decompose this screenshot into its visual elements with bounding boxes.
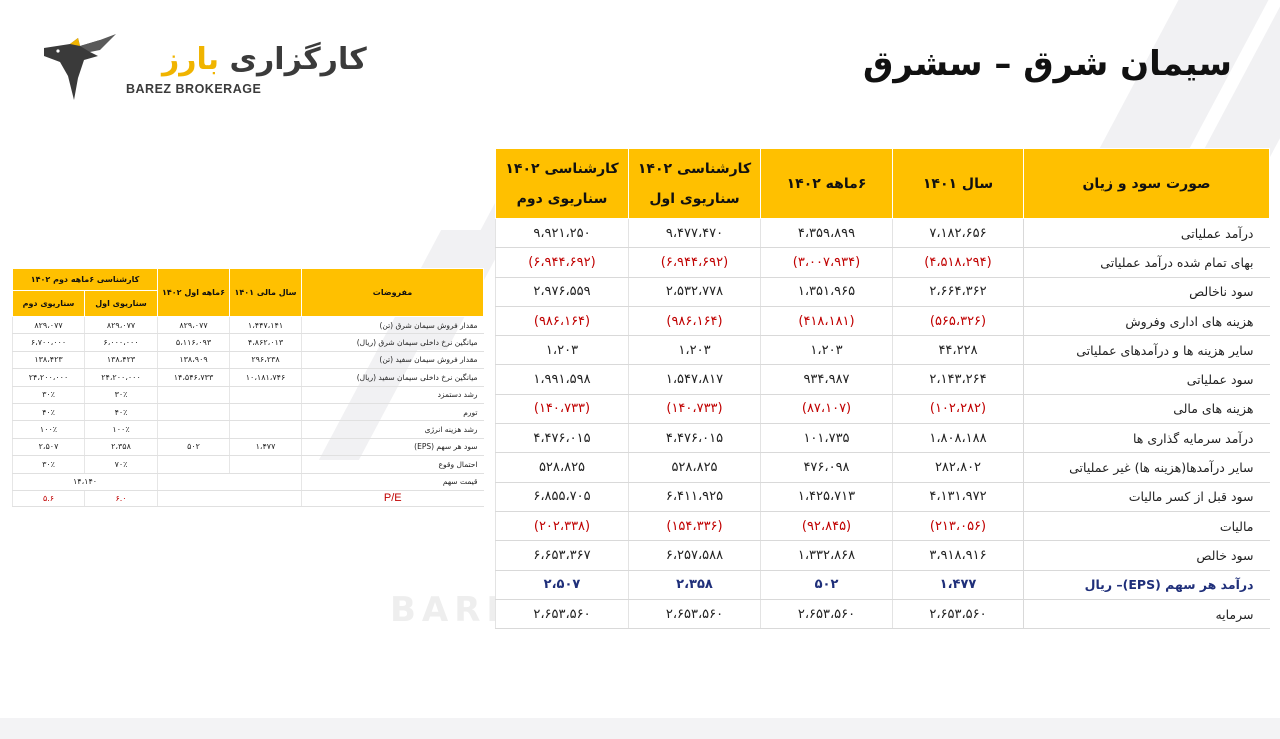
table-row xyxy=(496,336,1270,365)
table-row xyxy=(496,248,1270,277)
table-cell: (۹۲،۸۴۵) xyxy=(761,511,893,540)
table-cell: ۲،۹۷۶،۵۵۹ xyxy=(496,277,629,306)
row-label: سایر درآمدها(هزینه ها) غیر عملیاتی xyxy=(1024,453,1270,482)
row-label: تورم xyxy=(302,403,484,420)
table-cell: ۱،۵۴۷،۸۱۷ xyxy=(629,365,761,394)
table-cell: ۲،۳۵۸ xyxy=(85,438,158,455)
table-cell: ۱،۳۳۲،۸۶۸ xyxy=(761,541,893,570)
table-cell: ۶،۴۱۱،۹۲۵ xyxy=(629,482,761,511)
table-row xyxy=(496,306,1270,335)
row-label: هزینه های مالی xyxy=(1024,394,1270,423)
table-cell: (۲۱۳،۰۵۶) xyxy=(893,511,1024,540)
header-scenario-2: سناریوی دوم xyxy=(13,291,85,317)
table-cell: (۳،۰۰۷،۹۳۴) xyxy=(761,248,893,277)
table-cell xyxy=(158,386,230,403)
table-cell: ۲،۶۵۳،۵۶۰ xyxy=(893,599,1024,628)
logo-text-persian: کارگزاری بارز xyxy=(162,42,367,77)
table-cell: (۹۸۶،۱۶۴) xyxy=(496,306,629,335)
table-row xyxy=(496,541,1270,570)
table-cell: ۶،۲۵۷،۵۸۸ xyxy=(629,541,761,570)
table-cell: ۱۳۸،۴۲۳ xyxy=(13,351,85,368)
header-scenario-2: کارشناسی ۱۴۰۲ سناریوی دوم xyxy=(496,149,629,219)
row-label: مقدار فروش سیمان سفید (تن) xyxy=(302,351,484,368)
table-cell: ۲،۵۳۲،۷۷۸ xyxy=(629,277,761,306)
table-cell: ۴۰٪ xyxy=(85,403,158,420)
table-row xyxy=(496,277,1270,306)
table-cell: (۶،۹۴۴،۶۹۲) xyxy=(629,248,761,277)
eagle-logo-icon xyxy=(40,34,122,102)
table-cell: ۵۰۲ xyxy=(761,570,893,599)
table-cell: (۲۰۲،۳۳۸) xyxy=(496,511,629,540)
table-row xyxy=(496,570,1270,599)
table-cell: ۱،۹۹۱،۵۹۸ xyxy=(496,365,629,394)
table-cell: ۲،۶۵۳،۵۶۰ xyxy=(629,599,761,628)
table-cell: ۸۲۹،۰۷۷ xyxy=(13,317,85,334)
table-cell: (۴۱۸،۱۸۱) xyxy=(761,306,893,335)
table-cell xyxy=(230,421,302,438)
table-cell xyxy=(158,421,230,438)
table-cell: ۴۰٪ xyxy=(13,403,85,420)
pe-label: P/E xyxy=(302,490,484,506)
table-row xyxy=(13,386,484,403)
table-cell: ۱۳۸،۴۲۳ xyxy=(85,351,158,368)
table-cell: (۵۶۵،۳۲۶) xyxy=(893,306,1024,335)
table-cell: ۱۰۰٪ xyxy=(85,421,158,438)
table-cell: (۶،۹۴۴،۶۹۲) xyxy=(496,248,629,277)
table-row xyxy=(13,456,484,473)
table-cell: ۷۰٪ xyxy=(85,456,158,473)
table-cell: ۱،۳۵۱،۹۶۵ xyxy=(761,277,893,306)
row-label: سایر هزینه ها و درآمدهای عملیاتی xyxy=(1024,336,1270,365)
table-cell: (۱۴۰،۷۳۳) xyxy=(629,394,761,423)
table-cell: ۲۴،۲۰۰،۰۰۰ xyxy=(85,369,158,386)
pe-scenario-1: ۶.۰ xyxy=(85,490,158,506)
row-label: سود عملیاتی xyxy=(1024,365,1270,394)
table-header-row xyxy=(496,149,1270,219)
background-watermark: BAREZ xyxy=(390,590,547,630)
background-bottom-band xyxy=(0,718,1280,739)
header-statement: صورت سود و زیان xyxy=(1024,149,1270,219)
row-label: میانگین نرخ داخلی سیمان شرق (ریال) xyxy=(302,334,484,351)
row-label: سود هر سهم (EPS) xyxy=(302,438,484,455)
table-cell xyxy=(230,456,302,473)
header-year-1401: سال ۱۴۰۱ xyxy=(893,149,1024,219)
table-cell: ۱،۴۷۷ xyxy=(893,570,1024,599)
table-cell: (۸۷،۱۰۷) xyxy=(761,394,893,423)
table-cell: ۲۹۶،۲۳۸ xyxy=(230,351,302,368)
row-label: رشد هزینه انرژی xyxy=(302,421,484,438)
table-cell: ۱۰۱،۷۳۵ xyxy=(761,424,893,453)
row-label: هزینه های اداری وفروش xyxy=(1024,306,1270,335)
table-cell xyxy=(158,403,230,420)
table-cell: ۵،۱۱۶،۰۹۳ xyxy=(158,334,230,351)
table-cell: ۸۲۹،۰۷۷ xyxy=(158,317,230,334)
table-cell xyxy=(230,403,302,420)
table-row xyxy=(13,351,484,368)
row-label: قیمت سهم xyxy=(302,473,484,490)
table-cell: ۹،۴۷۷،۴۷۰ xyxy=(629,219,761,248)
row-label: درآمد سرمایه گذاری ها xyxy=(1024,424,1270,453)
row-label: سرمایه xyxy=(1024,599,1270,628)
table-cell: ۱،۸۰۸،۱۸۸ xyxy=(893,424,1024,453)
table-cell: ۴۷۶،۰۹۸ xyxy=(761,453,893,482)
table-cell: ۹۳۴،۹۸۷ xyxy=(761,365,893,394)
table-cell xyxy=(158,490,302,506)
table-row xyxy=(13,369,484,386)
header-second-half-group: کارشناسی ۶ماهه دوم ۱۴۰۲ xyxy=(13,269,158,291)
table-cell: ۱،۴۲۵،۷۱۳ xyxy=(761,482,893,511)
table-cell: ۷،۱۸۲،۶۵۶ xyxy=(893,219,1024,248)
row-label: سود ناخالص xyxy=(1024,277,1270,306)
row-label: مالیات xyxy=(1024,511,1270,540)
assumptions-table xyxy=(12,268,484,507)
table-cell: ۲۴،۲۰۰،۰۰۰ xyxy=(13,369,85,386)
table-cell: ۳۰٪ xyxy=(85,386,158,403)
table-cell: ۴،۴۷۶،۰۱۵ xyxy=(496,424,629,453)
pe-row xyxy=(13,490,484,506)
row-label: سود قبل از کسر مالیات xyxy=(1024,482,1270,511)
row-label: رشد دستمزد xyxy=(302,386,484,403)
table-row xyxy=(496,511,1270,540)
table-cell: ۸۲۹،۰۷۷ xyxy=(85,317,158,334)
table-cell: (۱۰۲،۲۸۲) xyxy=(893,394,1024,423)
table-cell: ۱۰۰٪ xyxy=(13,421,85,438)
table-row xyxy=(496,482,1270,511)
table-cell: ۴،۱۳۱،۹۷۲ xyxy=(893,482,1024,511)
table-cell: ۱،۲۰۳ xyxy=(629,336,761,365)
table-cell: ۴،۳۵۹،۸۹۹ xyxy=(761,219,893,248)
table-cell: ۴۴،۲۲۸ xyxy=(893,336,1024,365)
table-cell: ۳،۹۱۸،۹۱۶ xyxy=(893,541,1024,570)
header-first-half-1402: ۶ماهه اول ۱۴۰۲ xyxy=(158,269,230,317)
table-cell: ۲۸۲،۸۰۲ xyxy=(893,453,1024,482)
income-statement-table xyxy=(495,148,1270,629)
table-cell: ۲،۵۰۷ xyxy=(496,570,629,599)
table-row xyxy=(496,219,1270,248)
company-logo xyxy=(40,34,367,106)
table-row xyxy=(13,473,484,490)
table-cell: ۴،۸۶۲،۰۱۳ xyxy=(230,334,302,351)
table-cell xyxy=(158,473,302,490)
table-cell: ۱۳۸،۹۰۹ xyxy=(158,351,230,368)
header-scenario-1: سناریوی اول xyxy=(85,291,158,317)
row-label: میانگین نرخ داخلی سیمان سفید (ریال) xyxy=(302,369,484,386)
table-cell: ۱،۲۰۳ xyxy=(496,336,629,365)
table-cell: ۲،۶۵۳،۵۶۰ xyxy=(496,599,629,628)
header-fiscal-1401: سال مالی ۱۴۰۱ xyxy=(230,269,302,317)
table-cell: ۶،۸۵۵،۷۰۵ xyxy=(496,482,629,511)
table-cell: ۲،۵۰۷ xyxy=(13,438,85,455)
row-label: درآمد عملیاتی xyxy=(1024,219,1270,248)
table-row xyxy=(13,421,484,438)
row-label: احتمال وقوع xyxy=(302,456,484,473)
table-cell: ۶،۷۰۰،۰۰۰ xyxy=(13,334,85,351)
table-row xyxy=(496,453,1270,482)
header-assumptions: مفروضات xyxy=(302,269,484,317)
row-label: سود خالص xyxy=(1024,541,1270,570)
table-cell: ۶،۶۵۳،۳۶۷ xyxy=(496,541,629,570)
table-cell: ۱،۴۴۷،۱۴۱ xyxy=(230,317,302,334)
row-label: مقدار فروش سیمان شرق (تن) xyxy=(302,317,484,334)
table-cell: ۱۴،۱۴۰ xyxy=(13,473,158,490)
pe-scenario-2: ۵.۶ xyxy=(13,490,85,506)
page-title: سیمان شرق – سشرق xyxy=(863,44,1232,84)
table-cell xyxy=(158,456,230,473)
table-cell: ۵۲۸،۸۲۵ xyxy=(629,453,761,482)
table-cell: ۱۰،۱۸۱،۷۴۶ xyxy=(230,369,302,386)
table-row xyxy=(496,599,1270,628)
table-cell: ۶،۰۰۰،۰۰۰ xyxy=(85,334,158,351)
table-row xyxy=(13,438,484,455)
logo-text-english: BAREZ BROKERAGE xyxy=(126,82,262,96)
table-cell: ۵۰۲ xyxy=(158,438,230,455)
table-row xyxy=(496,424,1270,453)
header-6month-1402: ۶ماهه ۱۴۰۲ xyxy=(761,149,893,219)
table-cell: ۲،۶۵۳،۵۶۰ xyxy=(761,599,893,628)
table-cell xyxy=(230,386,302,403)
table-cell: (۹۸۶،۱۶۴) xyxy=(629,306,761,335)
table-row xyxy=(13,317,484,334)
table-cell: ۲،۶۶۴،۳۶۲ xyxy=(893,277,1024,306)
table-row xyxy=(13,334,484,351)
table-cell: ۳۰٪ xyxy=(13,456,85,473)
table-row xyxy=(13,403,484,420)
table-row xyxy=(496,365,1270,394)
table-cell: ۴،۴۷۶،۰۱۵ xyxy=(629,424,761,453)
table-row xyxy=(496,394,1270,423)
header-scenario-1: کارشناسی ۱۴۰۲ سناریوی اول xyxy=(629,149,761,219)
table-cell: (۴،۵۱۸،۲۹۴) xyxy=(893,248,1024,277)
table-cell: ۱،۴۷۷ xyxy=(230,438,302,455)
table-cell: ۳۰٪ xyxy=(13,386,85,403)
row-label: بهای تمام شده درآمد عملیاتی xyxy=(1024,248,1270,277)
table-cell: ۵۲۸،۸۲۵ xyxy=(496,453,629,482)
table-cell: (۱۴۰،۷۳۳) xyxy=(496,394,629,423)
table-cell: ۱،۲۰۳ xyxy=(761,336,893,365)
table-cell: ۱۴،۵۴۶،۷۳۳ xyxy=(158,369,230,386)
row-label: درآمد هر سهم (EPS)– ریال xyxy=(1024,570,1270,599)
table-cell: ۹،۹۲۱،۲۵۰ xyxy=(496,219,629,248)
table-cell: (۱۵۴،۳۳۶) xyxy=(629,511,761,540)
table-cell: ۲،۳۵۸ xyxy=(629,570,761,599)
table-cell: ۲،۱۴۳،۲۶۴ xyxy=(893,365,1024,394)
table-header-row xyxy=(13,269,484,291)
